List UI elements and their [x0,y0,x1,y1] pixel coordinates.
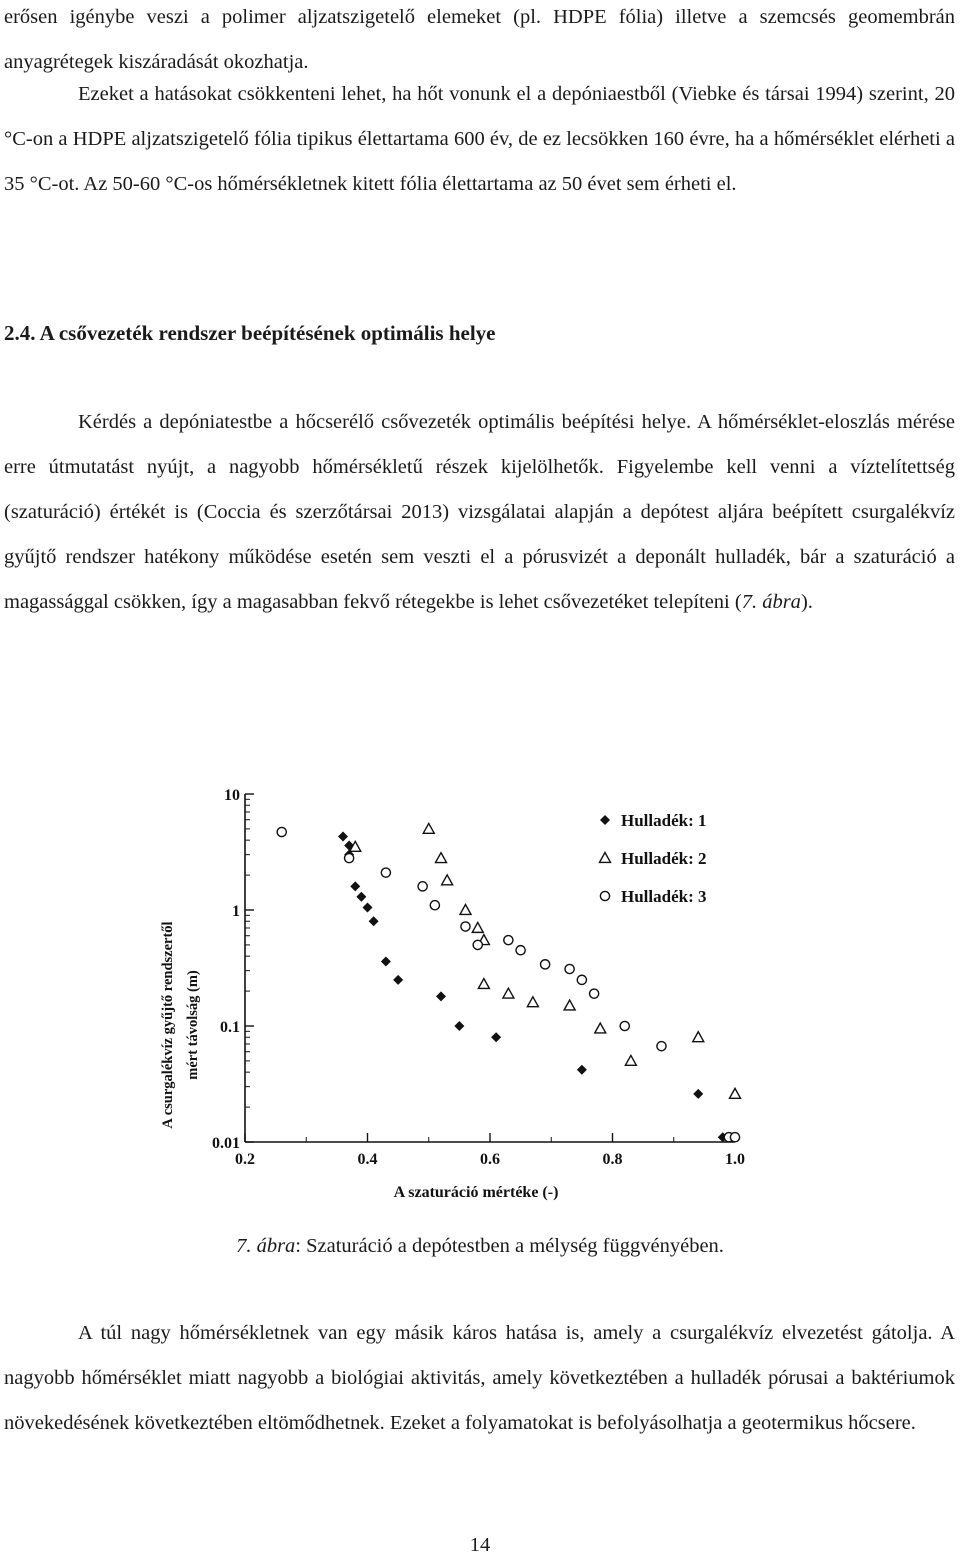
data-point-series-3 [565,964,574,973]
data-point-series-2 [503,988,514,998]
legend-label-series-3: Hulladék: 3 [621,887,707,906]
chart-frame [245,794,735,1142]
y-tick-label: 1 [232,903,240,920]
data-point-series-3 [577,975,586,984]
caption-label: 7. ábra [236,1235,296,1257]
data-point-series-1 [393,975,403,985]
paragraph-coccia [4,400,955,625]
figure-caption [0,1227,960,1265]
data-point-series-3 [461,922,470,931]
legend-marker-series-3 [600,891,609,900]
legend-marker-series-1 [600,815,610,825]
data-point-series-1 [693,1089,703,1099]
data-point-series-2 [527,997,538,1007]
data-point-series-3 [418,882,427,891]
x-axis-label: A szaturáció mértéke (-) [393,1184,559,1201]
saturation-chart [150,782,760,1207]
data-point-series-1 [436,991,446,1001]
data-point-series-3 [345,854,354,863]
data-point-series-2 [564,1000,575,1010]
data-point-series-2 [730,1088,741,1098]
data-point-series-1 [369,916,379,926]
y-tick-label: 10 [224,787,240,804]
data-point-series-2 [478,979,489,989]
data-point-series-1 [454,1021,464,1031]
chart-ticks [212,787,745,1168]
data-point-series-2 [423,823,434,833]
data-point-series-2 [460,905,471,915]
legend-marker-series-2 [600,853,611,863]
data-point-series-1 [363,903,373,913]
paragraph-coccia-end: ). [800,591,813,613]
x-tick-label: 0.8 [602,1151,623,1168]
x-tick-label: 0.6 [480,1151,500,1168]
data-point-series-2 [595,1023,606,1033]
paragraph-intro: erősen igénybe veszi a polimer aljzatszigetelő elemeket (pl. HDPE fólia) illetve a szemcsés geomembrán anyagrétegek kiszáradását okozhatja. [4,6,955,73]
data-point-series-1 [381,956,391,966]
data-point-series-2 [472,922,483,932]
paragraph-viebke: Ezeket a hatásokat csökkenteni lehet, ha hőt vonunk el a depóniaestből (Viebke és társai 1994) szerint, 20 °C-on a HDPE aljzatszigetelő fólia tipikus élettartama 600 év, de ez lecsökken 160 évre, ha a hőmérséklet elérheti a 35 °C-ot. Az 50-60 °C-os hőmérsékletnek kitett fólia élettartama az 50 évet sem érheti el. [4,83,955,195]
data-point-series-3 [620,1021,629,1030]
data-point-series-3 [381,868,390,877]
data-point-series-3 [516,946,525,955]
data-point-series-1 [356,892,366,902]
paragraph-temperature: A túl nagy hőmérsékletnek van egy másik káros hatása is, amely a csurgalékvíz elvezetést gátolja. A nagyobb hőmérséklet miatt nagyobb a biológiai aktivitás, amely következtében a hulladék pórusai a baktériumok növekedésének következtében eltömődhetnek. Ezeket a folyamatokat is befolyásolhatja a geotermikus hőcsere. [4,1322,955,1434]
data-point-series-2 [436,853,447,863]
y-tick-label: 0.1 [220,1019,240,1036]
data-point-series-3 [504,936,513,945]
data-point-series-3 [590,989,599,998]
y-axis-label-line2: mért távolság (m) [185,970,201,1080]
data-point-series-3 [473,940,482,949]
data-point-series-3 [657,1042,666,1051]
data-point-series-3 [430,901,439,910]
legend-label-series-2: Hulladék: 2 [621,849,707,868]
legend-label-series-1: Hulladék: 1 [621,811,707,830]
data-point-series-3 [730,1133,739,1142]
paragraph-coccia-text: Kérdés a depóniatestbe a hőcserélő csővezeték optimális beépítési helye. A hőmérséklet-eloszlás mérése erre útmutatást nyújt, a nagyobb hőmérsékletű részek kijelölhetők. Figyelembe kell venni a víztelítettség (szaturáció) értékét is (Coccia és szerzőtársai 2013) vizsgálatai alapján a depótest aljára beépített csurgalékvíz gyűjtő rendszer hatékony működése esetén sem veszti el a pórusvizét a deponált hulladék, bár a szaturáció a magassággal csökken, így a magasabban fekvő rétegekbe is lehet csővezetéket telepíteni ( [4,411,955,613]
data-point-series-2 [442,875,453,885]
section-heading: 2.4. A csővezeték rendszer beépítésének optimális helye [4,321,496,345]
data-point-series-2 [625,1055,636,1065]
y-axis-label-line1: A csurgalékvíz gyűjtő rendszertől [160,921,176,1129]
data-point-series-1 [491,1032,501,1042]
data-point-series-1 [577,1065,587,1075]
data-point-series-1 [350,881,360,891]
chart-points [277,823,740,1142]
data-point-series-3 [277,827,286,836]
chart-svg [150,782,760,1207]
x-tick-label: 0.2 [235,1151,255,1168]
caption-text: : Szaturáció a depótestben a mélység függvényében. [295,1235,724,1257]
data-point-series-3 [541,960,550,969]
figure-reference: 7. ábra [741,591,801,613]
x-tick-label: 0.4 [357,1151,378,1168]
data-point-series-1 [338,832,348,842]
data-point-series-2 [693,1032,704,1042]
chart-legend [600,811,707,906]
page-number: 14 [469,1534,491,1556]
x-tick-label: 1.0 [725,1151,745,1168]
y-tick-label: 0.01 [212,1135,240,1152]
